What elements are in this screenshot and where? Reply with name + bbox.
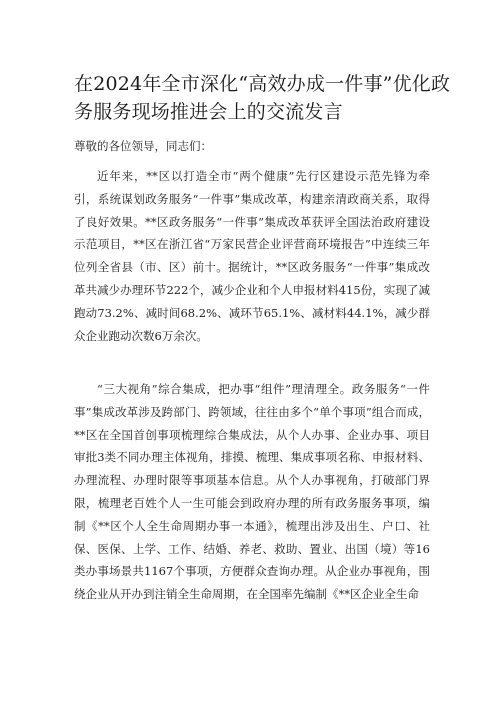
- document-title: 在2024年全市深化“高效办成一件事”优化政务服务现场推进会上的交流发言: [74, 73, 451, 123]
- body-paragraph: “三大视角”综合集成，把办事“组件”理清理全。政务服务“一件事”集成改革涉及跨部门、跨领域，往往由多个“单个事项”组合而成，**区在全国首创事项梳理综合集成法，从个人办事、企业办事、项目审批3类不同办理主体视角，排摸、梳理、集成事项名称、申报材料、办理流程、办理时限等事项基本信息。从个人办事视角，打破部门界限，梳理老百姓个人一生可能会到政府办理的所有政务服务事项，编制《**区个人全生命周期办事一本通》，梳理出涉及出生、户口、社保、医保、上学、工作、结婚、养老、救助、置业、出国（境）等16类办事场景共1167个事项，方便群众查询办理。从企业办事视角，围绕企业从开办到注销全生命周期，在全国率先编制《**区企业全生命: [74, 382, 430, 602]
- salutation: 尊敬的各位领导，同志们：: [74, 139, 212, 153]
- body-paragraph: 近年来，**区以打造全市“两个健康”先行区建设示范先锋为牵引，系统谋划政务服务“一件事”集成改革，构建亲清政商关系，取得了良好效果。**区政务服务“一件事”集成改革获评全国法治政府建设示范项目，**区在浙江省“万家民营企业评营商环境报告”中连续三年位列全省县（市、区）前十。据统计，**区政务服务“一件事”集成改革共减少办理环节222个，减少企业和个人申报材料415份，实现了减跑动73.2%、减时间68.2%、减环节65.1%、减材料44.1%，减少群众企业跑动次数6万余次。: [74, 169, 430, 343]
